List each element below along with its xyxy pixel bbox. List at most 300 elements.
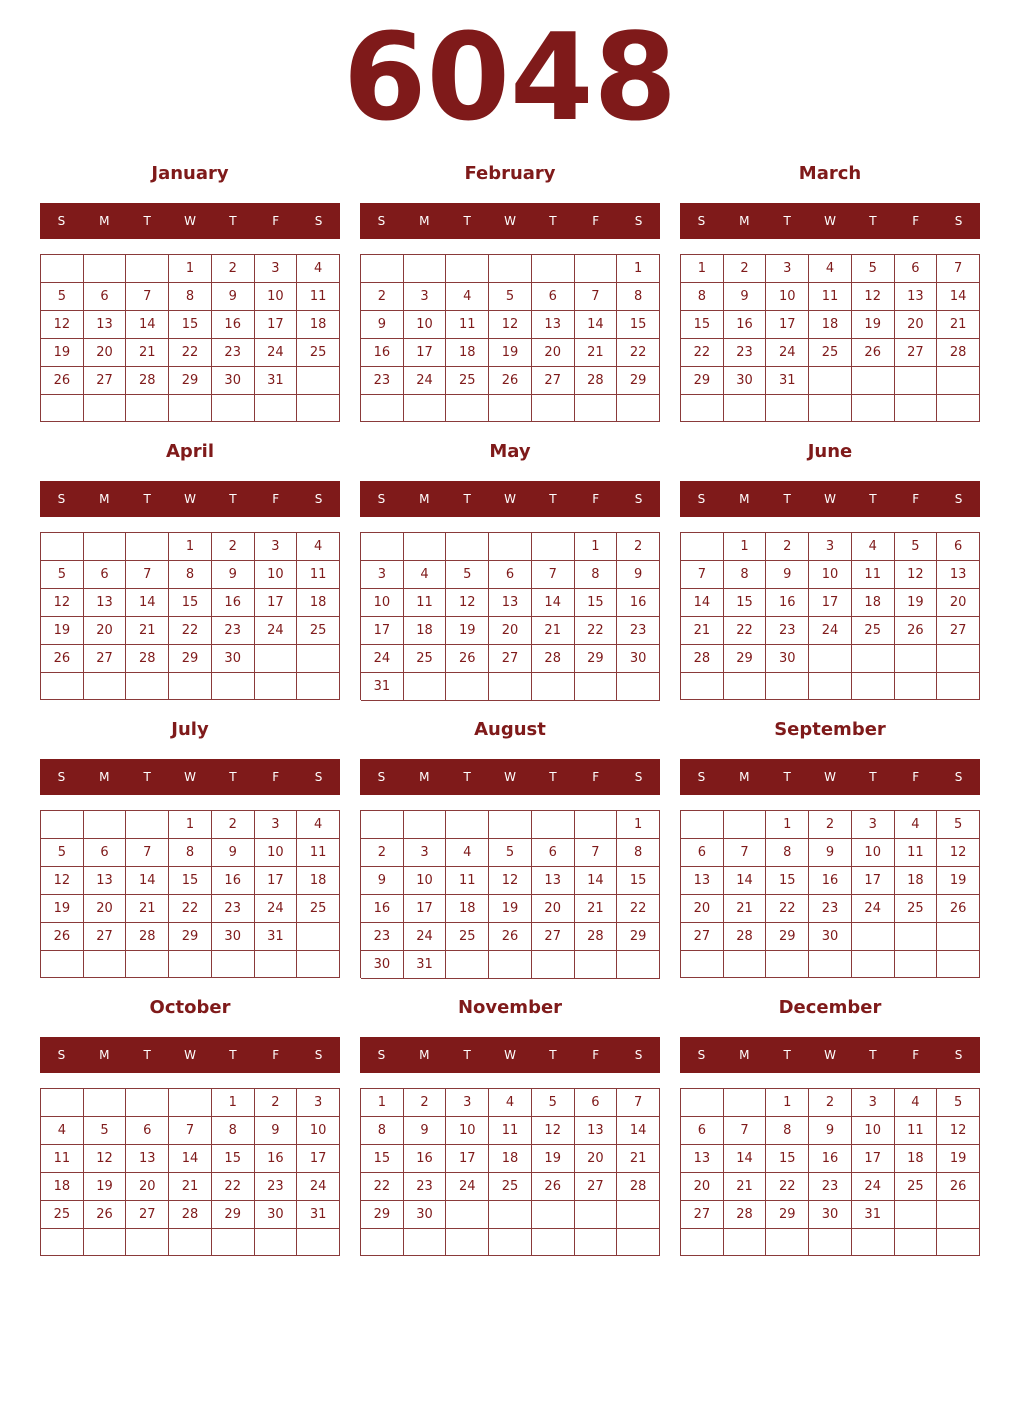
day-cell: 4: [297, 811, 340, 839]
empty-cell: [937, 923, 980, 951]
weekday-label: T: [869, 770, 877, 784]
empty-cell: [895, 395, 938, 422]
day-cell: 28: [937, 339, 980, 367]
day-cell: 30: [404, 1201, 447, 1229]
weekday-label: S: [954, 214, 963, 228]
day-cell: 11: [297, 561, 340, 589]
day-cell: 24: [255, 617, 298, 645]
day-cell: 23: [617, 617, 660, 645]
empty-cell: [255, 1229, 298, 1256]
empty-cell: [297, 367, 340, 395]
day-cell: 8: [361, 1117, 404, 1145]
day-cell: 24: [404, 367, 447, 395]
weekday-label: T: [229, 770, 237, 784]
day-cell: 10: [446, 1117, 489, 1145]
weekday-label: T: [549, 492, 557, 506]
day-cell: 13: [532, 867, 575, 895]
empty-cell: [852, 673, 895, 700]
day-cell: 19: [41, 895, 84, 923]
day-cell: 7: [724, 839, 767, 867]
day-cell: 14: [169, 1145, 212, 1173]
day-cell: 25: [446, 367, 489, 395]
day-cell: 24: [404, 923, 447, 951]
day-cell: 6: [681, 839, 724, 867]
day-cell: 30: [361, 951, 404, 979]
day-cell: 9: [809, 839, 852, 867]
day-cell: 15: [724, 589, 767, 617]
weekday-label: F: [912, 214, 920, 228]
day-cell: 16: [404, 1145, 447, 1173]
weekday-label: F: [912, 1048, 920, 1062]
day-cell: 4: [852, 533, 895, 561]
day-cell: 15: [617, 867, 660, 895]
day-cell: 9: [724, 283, 767, 311]
day-grid: [40, 532, 340, 700]
day-cell: 16: [766, 589, 809, 617]
day-cell: 10: [809, 561, 852, 589]
day-cell: 8: [724, 561, 767, 589]
day-cell: 13: [84, 311, 127, 339]
weekday-header: [680, 203, 980, 239]
day-cell: 30: [809, 923, 852, 951]
day-cell: 27: [84, 367, 127, 395]
empty-cell: [297, 1229, 340, 1256]
day-cell: 3: [446, 1089, 489, 1117]
weekday-label: F: [272, 492, 280, 506]
day-cell: 23: [809, 1173, 852, 1201]
day-cell: 23: [212, 339, 255, 367]
day-cell: 28: [724, 1201, 767, 1229]
day-cell: 3: [361, 561, 404, 589]
day-cell: 30: [766, 645, 809, 673]
day-cell: 4: [297, 533, 340, 561]
day-cell: 24: [255, 339, 298, 367]
day-cell: 27: [489, 645, 532, 673]
day-cell: 4: [446, 283, 489, 311]
day-cell: 13: [126, 1145, 169, 1173]
empty-cell: [126, 1229, 169, 1256]
day-cell: 26: [41, 645, 84, 673]
weekday-label: S: [634, 1048, 643, 1062]
empty-cell: [937, 1229, 980, 1256]
empty-cell: [41, 1229, 84, 1256]
day-grid: [360, 532, 660, 700]
day-cell: 19: [446, 617, 489, 645]
day-cell: 8: [169, 839, 212, 867]
weekday-label: W: [184, 770, 196, 784]
day-cell: 5: [489, 283, 532, 311]
month-september: [680, 715, 980, 985]
month-name: April: [165, 441, 215, 462]
day-cell: 8: [212, 1117, 255, 1145]
weekday-label: T: [229, 1048, 237, 1062]
day-cell: 7: [169, 1117, 212, 1145]
day-cell: 1: [766, 1089, 809, 1117]
day-cell: 31: [255, 923, 298, 951]
empty-cell: [84, 951, 127, 978]
day-cell: 3: [297, 1089, 340, 1117]
empty-cell: [766, 673, 809, 700]
day-cell: 20: [681, 895, 724, 923]
day-cell: 31: [255, 367, 298, 395]
day-cell: 15: [766, 1145, 809, 1173]
empty-cell: [297, 951, 340, 978]
weekday-label: T: [549, 1048, 557, 1062]
day-cell: 14: [126, 311, 169, 339]
day-cell: 16: [212, 867, 255, 895]
day-cell: 14: [575, 867, 618, 895]
day-cell: 20: [84, 339, 127, 367]
day-cell: 14: [126, 589, 169, 617]
empty-cell: [489, 673, 532, 701]
day-cell: 27: [681, 923, 724, 951]
day-cell: 12: [41, 867, 84, 895]
weekday-header: [360, 1037, 660, 1073]
empty-cell: [361, 811, 404, 839]
empty-cell: [895, 367, 938, 395]
day-cell: 7: [617, 1089, 660, 1117]
empty-cell: [937, 951, 980, 978]
month-november: [360, 993, 660, 1263]
empty-cell: [41, 395, 84, 422]
day-cell: 3: [852, 811, 895, 839]
day-cell: 1: [575, 533, 618, 561]
empty-cell: [361, 1229, 404, 1256]
empty-cell: [532, 1201, 575, 1229]
day-cell: 23: [404, 1173, 447, 1201]
day-cell: 15: [681, 311, 724, 339]
day-cell: 11: [809, 283, 852, 311]
empty-cell: [361, 533, 404, 561]
empty-cell: [766, 1229, 809, 1256]
day-cell: 29: [361, 1201, 404, 1229]
day-cell: 2: [212, 533, 255, 561]
day-cell: 23: [361, 367, 404, 395]
day-cell: 14: [724, 1145, 767, 1173]
empty-cell: [84, 1089, 127, 1117]
day-cell: 29: [169, 645, 212, 673]
empty-cell: [126, 811, 169, 839]
day-cell: 2: [724, 255, 767, 283]
day-cell: 24: [852, 895, 895, 923]
day-cell: 5: [895, 533, 938, 561]
day-cell: 2: [809, 811, 852, 839]
empty-cell: [255, 395, 298, 422]
day-cell: 6: [84, 561, 127, 589]
day-cell: 4: [404, 561, 447, 589]
day-cell: 16: [724, 311, 767, 339]
day-cell: 9: [212, 561, 255, 589]
day-cell: 15: [575, 589, 618, 617]
empty-cell: [84, 533, 127, 561]
day-cell: 18: [895, 867, 938, 895]
day-cell: 5: [532, 1089, 575, 1117]
day-cell: 5: [84, 1117, 127, 1145]
empty-cell: [446, 1229, 489, 1256]
empty-cell: [255, 951, 298, 978]
empty-cell: [766, 395, 809, 422]
empty-cell: [895, 1201, 938, 1229]
day-cell: 9: [212, 283, 255, 311]
day-cell: 3: [852, 1089, 895, 1117]
empty-cell: [809, 367, 852, 395]
day-cell: 7: [126, 839, 169, 867]
day-cell: 17: [255, 589, 298, 617]
day-cell: 15: [766, 867, 809, 895]
day-grid: [40, 1088, 340, 1256]
empty-cell: [617, 1201, 660, 1229]
empty-cell: [724, 673, 767, 700]
day-cell: 22: [361, 1173, 404, 1201]
weekday-label: W: [504, 770, 516, 784]
day-cell: 8: [617, 283, 660, 311]
day-cell: 9: [361, 867, 404, 895]
day-cell: 6: [532, 283, 575, 311]
month-october: [40, 993, 340, 1263]
day-cell: 26: [852, 339, 895, 367]
weekday-label: T: [783, 492, 791, 506]
weekday-label: S: [314, 1048, 323, 1062]
month-name: September: [774, 719, 886, 740]
weekday-label: M: [739, 214, 750, 228]
day-cell: 10: [404, 311, 447, 339]
day-grid: [40, 254, 340, 422]
day-cell: 23: [361, 923, 404, 951]
day-cell: 15: [212, 1145, 255, 1173]
day-cell: 7: [937, 255, 980, 283]
day-cell: 20: [532, 339, 575, 367]
weekday-label: W: [824, 214, 836, 228]
day-cell: 11: [895, 839, 938, 867]
weekday-header: [680, 759, 980, 795]
day-cell: 24: [255, 895, 298, 923]
day-cell: 15: [617, 311, 660, 339]
day-cell: 30: [255, 1201, 298, 1229]
day-cell: 8: [169, 561, 212, 589]
day-cell: 22: [617, 895, 660, 923]
day-cell: 28: [126, 645, 169, 673]
day-cell: 5: [489, 839, 532, 867]
weekday-label: S: [634, 492, 643, 506]
weekday-label: M: [419, 770, 430, 784]
empty-cell: [617, 951, 660, 979]
day-cell: 25: [852, 617, 895, 645]
day-cell: 3: [766, 255, 809, 283]
day-cell: 8: [169, 283, 212, 311]
day-cell: 13: [937, 561, 980, 589]
day-cell: 11: [852, 561, 895, 589]
day-cell: 22: [617, 339, 660, 367]
day-cell: 13: [84, 589, 127, 617]
day-cell: 13: [532, 311, 575, 339]
empty-cell: [404, 811, 447, 839]
day-cell: 23: [255, 1173, 298, 1201]
day-cell: 13: [575, 1117, 618, 1145]
day-cell: 28: [126, 367, 169, 395]
day-cell: 26: [41, 923, 84, 951]
weekday-header: [360, 759, 660, 795]
weekday-label: T: [463, 492, 471, 506]
day-cell: 7: [681, 561, 724, 589]
day-cell: 1: [617, 811, 660, 839]
day-cell: 16: [361, 339, 404, 367]
empty-cell: [852, 645, 895, 673]
day-cell: 20: [489, 617, 532, 645]
day-cell: 18: [895, 1145, 938, 1173]
month-name: March: [798, 163, 862, 184]
day-cell: 15: [169, 867, 212, 895]
weekday-label: S: [57, 1048, 66, 1062]
day-cell: 6: [681, 1117, 724, 1145]
day-cell: 21: [126, 895, 169, 923]
empty-cell: [937, 395, 980, 422]
empty-cell: [126, 533, 169, 561]
day-cell: 2: [361, 283, 404, 311]
day-cell: 10: [852, 1117, 895, 1145]
empty-cell: [532, 951, 575, 979]
day-cell: 27: [532, 923, 575, 951]
weekday-label: W: [824, 770, 836, 784]
day-cell: 23: [809, 895, 852, 923]
empty-cell: [446, 951, 489, 979]
month-january: [40, 159, 340, 429]
day-cell: 17: [446, 1145, 489, 1173]
weekday-header: [40, 1037, 340, 1073]
day-cell: 9: [617, 561, 660, 589]
day-cell: 28: [532, 645, 575, 673]
empty-cell: [766, 951, 809, 978]
day-cell: 4: [895, 1089, 938, 1117]
day-cell: 18: [41, 1173, 84, 1201]
day-cell: 19: [84, 1173, 127, 1201]
weekday-label: S: [634, 214, 643, 228]
weekday-label: S: [954, 1048, 963, 1062]
day-cell: 10: [255, 561, 298, 589]
day-cell: 11: [297, 283, 340, 311]
day-cell: 29: [212, 1201, 255, 1229]
day-cell: 12: [446, 589, 489, 617]
day-cell: 25: [809, 339, 852, 367]
empty-cell: [489, 951, 532, 979]
day-cell: 21: [724, 1173, 767, 1201]
empty-cell: [809, 673, 852, 700]
day-cell: 29: [617, 367, 660, 395]
empty-cell: [937, 645, 980, 673]
day-cell: 29: [724, 645, 767, 673]
day-cell: 29: [169, 367, 212, 395]
weekday-header: [40, 481, 340, 517]
day-cell: 18: [446, 339, 489, 367]
day-cell: 26: [895, 617, 938, 645]
day-cell: 27: [937, 617, 980, 645]
weekday-label: S: [57, 214, 66, 228]
day-cell: 6: [489, 561, 532, 589]
empty-cell: [724, 1229, 767, 1256]
day-cell: 27: [126, 1201, 169, 1229]
empty-cell: [255, 645, 298, 673]
weekday-label: S: [57, 770, 66, 784]
day-cell: 31: [297, 1201, 340, 1229]
day-cell: 6: [84, 283, 127, 311]
weekday-label: F: [592, 1048, 600, 1062]
weekday-label: T: [143, 492, 151, 506]
weekday-label: M: [739, 492, 750, 506]
weekday-label: W: [504, 214, 516, 228]
day-cell: 11: [895, 1117, 938, 1145]
weekday-label: T: [229, 214, 237, 228]
month-name: May: [489, 441, 531, 462]
day-cell: 14: [937, 283, 980, 311]
day-cell: 5: [41, 283, 84, 311]
empty-cell: [41, 811, 84, 839]
empty-cell: [575, 255, 618, 283]
day-cell: 27: [681, 1201, 724, 1229]
empty-cell: [852, 951, 895, 978]
empty-cell: [84, 255, 127, 283]
day-cell: 18: [404, 617, 447, 645]
day-cell: 27: [84, 645, 127, 673]
weekday-label: M: [419, 214, 430, 228]
day-cell: 23: [724, 339, 767, 367]
day-cell: 5: [41, 561, 84, 589]
weekday-label: S: [377, 1048, 386, 1062]
day-cell: 25: [895, 895, 938, 923]
weekday-header: [360, 481, 660, 517]
empty-cell: [724, 811, 767, 839]
day-cell: 13: [895, 283, 938, 311]
day-cell: 19: [532, 1145, 575, 1173]
empty-cell: [809, 645, 852, 673]
day-cell: 14: [724, 867, 767, 895]
day-cell: 11: [297, 839, 340, 867]
empty-cell: [489, 1201, 532, 1229]
day-cell: 10: [404, 867, 447, 895]
empty-cell: [852, 367, 895, 395]
weekday-label: M: [99, 214, 110, 228]
day-cell: 12: [489, 867, 532, 895]
day-cell: 9: [404, 1117, 447, 1145]
empty-cell: [41, 255, 84, 283]
day-cell: 5: [446, 561, 489, 589]
empty-cell: [489, 395, 532, 422]
empty-cell: [575, 395, 618, 422]
weekday-label: S: [697, 1048, 706, 1062]
month-march: [680, 159, 980, 429]
weekday-header: [680, 1037, 980, 1073]
weekday-label: M: [419, 492, 430, 506]
day-cell: 17: [404, 339, 447, 367]
day-cell: 27: [532, 367, 575, 395]
day-cell: 24: [361, 645, 404, 673]
day-cell: 28: [575, 367, 618, 395]
empty-cell: [297, 645, 340, 673]
day-cell: 24: [446, 1173, 489, 1201]
weekday-label: W: [824, 1048, 836, 1062]
empty-cell: [169, 395, 212, 422]
day-cell: 13: [681, 1145, 724, 1173]
empty-cell: [404, 255, 447, 283]
day-cell: 2: [212, 811, 255, 839]
day-cell: 21: [126, 339, 169, 367]
empty-cell: [126, 1089, 169, 1117]
day-cell: 27: [895, 339, 938, 367]
day-cell: 17: [297, 1145, 340, 1173]
day-cell: 4: [297, 255, 340, 283]
weekday-label: T: [783, 1048, 791, 1062]
day-cell: 24: [766, 339, 809, 367]
day-cell: 14: [617, 1117, 660, 1145]
day-cell: 16: [212, 311, 255, 339]
